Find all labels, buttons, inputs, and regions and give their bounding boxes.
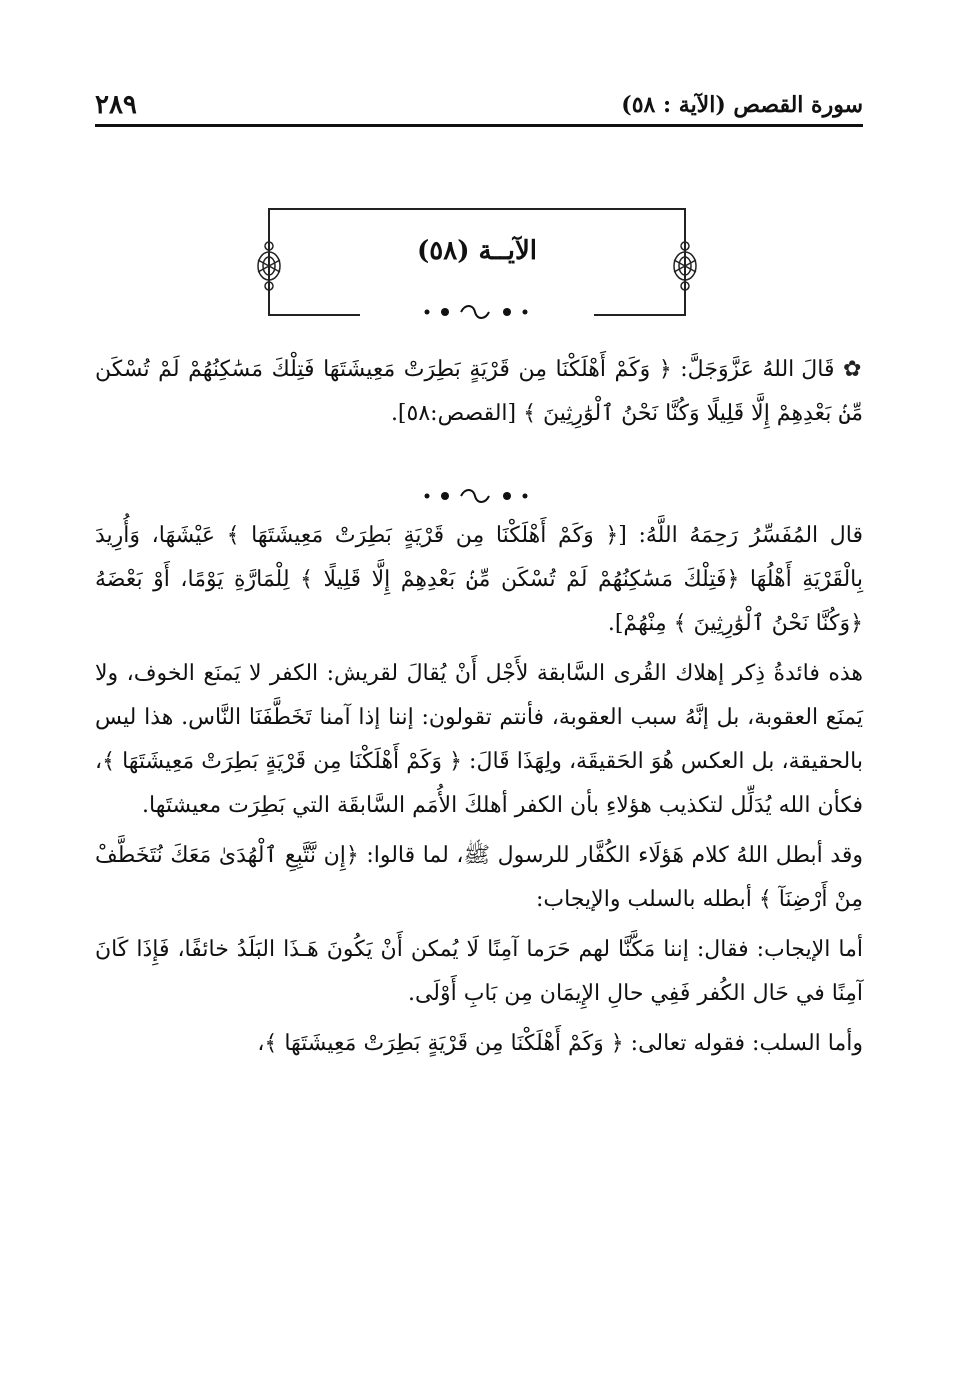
affirmation-paragraph: أما الإيجاب: فقال: إننا مَكَّنَّا لهم حَرَما آمِنًا لَا يُمكن أَنْ يَكُونَ هَـذَا البَلَدُ خائفًا، فَإِذَا كَانَ آمِنًا في حَال الكُفر فَفِي حالِ الإِيمَان مِن بَابِ أَوْلَى. [95, 937, 863, 1006]
explanation-paragraph: هذه فائدةُ ذِكر إهلاك القُرى السَّابقة لأَجْل أَنْ يُقالَ لقريش: الكفر لا يَمنَع الخوف، ولا يَمنَع العقوبة، بل إنَّهُ سبب العقوبة، فأنتم تقولون: إننا إذا آمنا تَخَطَّفَنَا النَّاس. هذا ليس بالحقيقة، بل العكس هُوَ الحَقيقَة، ولِهَذَا قَالَ: ﴿ وَكَمْ أَهْلَكْنَا مِن قَرْيَةٍ بَطِرَتْ مَعِيشَتَهَا ﴾، فكأن الله يُدَلِّل لتكذيب هؤلاءِ بأن الكفر أهلكَ الأُمَم السَّابقَة التي بَطِرَت معيشتَها. [95, 661, 863, 818]
verse-paragraph [95, 348, 863, 436]
page-header [95, 88, 863, 124]
knot-ornament-icon [670, 232, 700, 300]
verse-text: قَالَ اللهُ عَزَّوَجَلَّ: ﴿ وَكَمْ أَهْلَكْنَا مِن قَرْيَةٍ بَطِرَتْ مَعِيشَتَهَا فَتِلْكَ مَسَٰكِنُهُمْ لَمْ تُسْكَن مِّنۢ بَعْدِهِمْ إِلَّا قَلِيلًا وَكُنَّا نَحْنُ ٱلْوَٰرِثِينَ ﴾ [القصص:٥٨]. [95, 357, 863, 426]
dots-ornament-icon [417, 302, 537, 322]
refutation-paragraph: وقد أبطل اللهُ كلام هَؤلَاء الكُفَّار للرسول ﷺ، لما قالوا: ﴿إِن نَّتَّبِعِ ٱلْهُدَىٰ مَعَكَ نُتَخَطَّفْ مِنْ أَرْضِنَآ ﴾ أبطله بالسلب والإيجاب: [95, 843, 863, 912]
frame-bottom-left-line [268, 314, 360, 316]
frame-bottom-right-line [594, 314, 686, 316]
flower-bullet-icon: ✿ [843, 357, 863, 382]
page-number: ٢٨٩ [95, 90, 137, 120]
header-rule [95, 124, 863, 127]
negation-paragraph: وأما السلب: فقوله تعالى: ﴿ وَكَمْ أَهْلَكْنَا مِن قَرْيَةٍ بَطِرَتْ مَعِيشَتَهَا ﴾، [257, 1031, 863, 1056]
running-title: سورة القصص (الآية : ٥٨) [621, 92, 863, 118]
frame-top-line [268, 208, 686, 210]
section-title-frame [268, 208, 686, 316]
dots-ornament-icon [417, 486, 537, 506]
page-content [95, 348, 863, 1066]
section-title: الآيــة (٥٨) [416, 236, 538, 266]
commentary-paragraph: قال المُفَسِّرُ رَحِمَهُ اللَّهُ: [﴿ وَكَمْ أَهْلَكْنَا مِن قَرْيَةٍ بَطِرَتْ مَعِيشَتَهَا ﴾ عَيْشَهَا، وَأُرِيدَ بِالْقَرْيَةِ أَهْلُهَا ﴿فَتِلْكَ مَسَٰكِنُهُمْ لَمْ تُسْكَن مِّنۢ بَعْدِهِمْ إِلَّا قَلِيلًا ﴾ لِلْمَارَّةِ يَوْمًا، أَوْ بَعْضَهُ ﴿وَكُنَّا نَحْنُ ٱلْوَٰرِثِينَ ﴾ مِنْهُمْ]. [95, 523, 863, 636]
